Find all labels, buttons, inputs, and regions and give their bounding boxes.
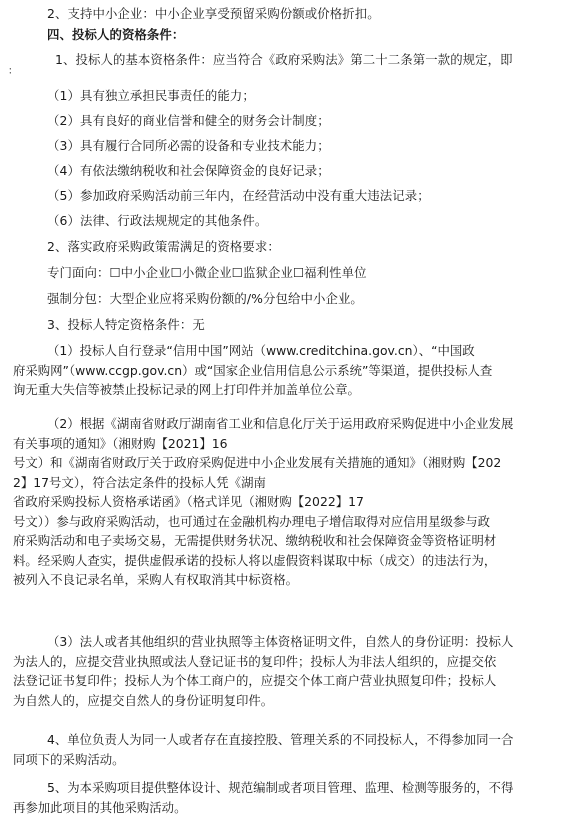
paragraph-line: 法登记证书复印件；投标人为个体工商户的，应提交个体工商户营业执照复印件；投标人 xyxy=(13,671,513,691)
paragraph-line: （3）法人或者其他组织的营业执照等主体资格证明文件，自然人的身份证明：投标人 xyxy=(13,632,513,652)
paragraph-line: 府采购网”（www.ccgp.gov.cn）或“国家企业信用信息公示系统”等渠道，提供投标人查 xyxy=(13,361,492,381)
paragraph-sme-policy xyxy=(13,414,513,590)
paragraph-line: 料。经采购人查实，提供虚假承诺的投标人将以虚假资料谋取中标（成交）的违法行为， xyxy=(13,551,513,571)
paragraph-line: 府采购活动和电子卖场交易，无需提供财务状况、缴纳税收和社会保障资金等资格证明材 xyxy=(13,531,513,551)
paragraph-related-bidders xyxy=(13,730,513,769)
dedicated-targeting-line: 专门面向：☐中小企业☐小微企业☐监狱企业☐福利性单位 xyxy=(47,265,367,281)
paragraph-line: 号文））参与政府采购活动，也可通过在金融机构办理电子增信取得对应信用星级参与政 xyxy=(13,512,513,532)
condition-3: （3）具有履行合同所必需的设备和专业技术能力； xyxy=(47,138,330,154)
paragraph-credit-check xyxy=(13,341,492,400)
paragraph-design-service-exclusion xyxy=(13,778,513,817)
specific-qualification-line: 3、投标人特定资格条件：无 xyxy=(47,317,205,333)
paragraph-line: 同项下的采购活动。 xyxy=(13,750,513,770)
section-heading-qualifications: 四、投标人的资格条件： xyxy=(47,27,184,43)
basic-qualification-line: 1、投标人的基本资格条件：应当符合《政府采购法》第二十二条第一款的规定，即 xyxy=(55,52,513,68)
condition-2: （2）具有良好的商业信誉和健全的财务会计制度； xyxy=(47,113,330,129)
mandatory-subcontract-line: 强制分包：大型企业应将采购份额的/%分包给中小企业。 xyxy=(47,291,363,307)
condition-6: （6）法律、行政法规规定的其他条件。 xyxy=(47,213,267,229)
paragraph-line: （1）投标人自行登录“信用中国”网站（www.creditchina.gov.cn）、“中国政 xyxy=(13,341,492,361)
paragraph-line: 省政府采购投标人资格承诺函》（格式详见（湘财购【2022】17 xyxy=(13,492,513,512)
paragraph-line: 被列入不良记录名单，采购人有权取消其中标资格。 xyxy=(13,570,513,590)
condition-5: （5）参加政府采购活动前三年内，在经营活动中没有重大违法记录； xyxy=(47,188,430,204)
policy-requirements-line: 2、落实政府采购政策需满足的资格要求： xyxy=(47,239,280,255)
continuation-colon: ： xyxy=(8,64,18,80)
paragraph-line: 再参加此项目的其他采购活动。 xyxy=(13,798,513,817)
paragraph-line: 为自然人的，应提交自然人的身份证明复印件。 xyxy=(13,691,513,711)
paragraph-line: 2】17号文），符合法定条件的投标人凭《湖南 xyxy=(13,473,513,493)
paragraph-line: 5、为本采购项目提供整体设计、规范编制或者项目管理、监理、检测等服务的，不得 xyxy=(13,778,513,798)
condition-1: （1）具有独立承担民事责任的能力； xyxy=(47,88,255,104)
paragraph-identity-documents xyxy=(13,632,513,710)
paragraph-line: 询无重大失信等被禁止投标记录的网上打印件并加盖单位公章。 xyxy=(13,380,492,400)
paragraph-line: （2）根据《湖南省财政厅湖南省工业和信息化厅关于运用政府采购促进中小企业发展 xyxy=(13,414,513,434)
paragraph-line: 号文）和《湖南省财政厅关于政府采购促进中小企业发展有关措施的通知》（湘财购【202 xyxy=(13,453,513,473)
condition-4: （4）有依法缴纳税收和社会保障资金的良好记录； xyxy=(47,163,330,179)
paragraph-line: 有关事项的通知》（湘财购【2021】16 xyxy=(13,434,513,454)
paragraph-line: 4、单位负责人为同一人或者存在直接控股、管理关系的不同投标人，不得参加同一合 xyxy=(13,730,513,750)
paragraph-line: 为法人的，应提交营业执照或法人登记证书的复印件；投标人为非法人组织的，应提交依 xyxy=(13,652,513,672)
sme-support-line: 2、支持中小企业：中小企业享受预留采购份额或价格折扣。 xyxy=(47,6,380,22)
